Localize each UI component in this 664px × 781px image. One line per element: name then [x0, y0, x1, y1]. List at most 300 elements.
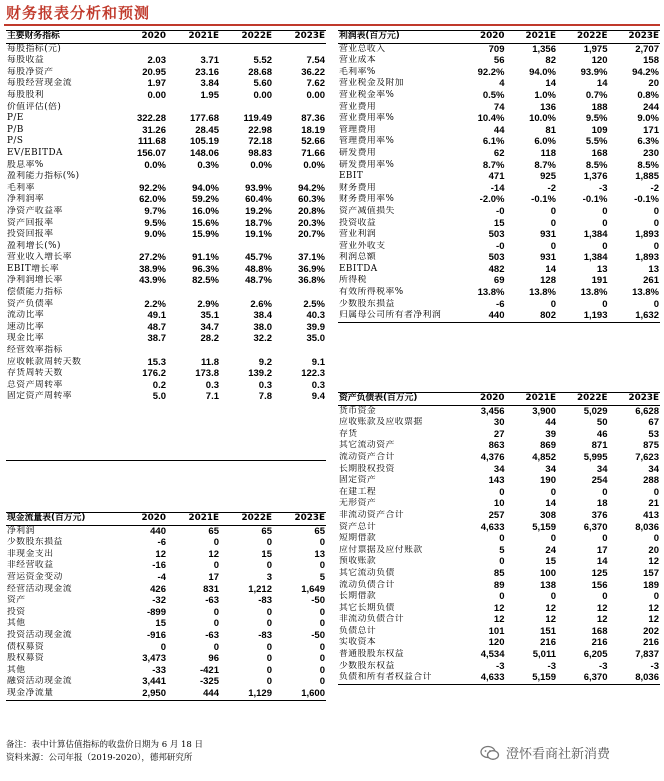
row-label: 营业税金及附加: [339, 78, 405, 89]
table-row: [6, 299, 326, 311]
cell-value: 12: [493, 602, 505, 614]
cell-value: 871: [591, 440, 608, 452]
cell-value: [167, 426, 220, 438]
cell-value: 0: [550, 298, 556, 310]
cell-value: [114, 403, 167, 415]
cell-value: [220, 415, 273, 427]
cell-value: 0: [213, 641, 219, 653]
cell-value: 6.3%: [637, 136, 659, 148]
row-label: 流动资产合计: [339, 451, 395, 462]
cell-value: 36.9%: [298, 263, 325, 275]
cell-value: 10.0%: [529, 113, 556, 125]
table-row: [6, 676, 326, 688]
cell-value: 8.5%: [585, 159, 608, 171]
cell-value: 0: [266, 641, 272, 653]
cell-value: 19.2%: [245, 205, 272, 217]
cell-value: 2.5%: [303, 298, 325, 310]
cell-value: 0: [266, 664, 272, 676]
cell-value: -4: [157, 571, 166, 583]
table-row: [338, 556, 660, 568]
cell-value: 171: [643, 124, 659, 136]
cell-value: 52.66: [301, 136, 325, 148]
cell-value: 39: [545, 428, 556, 440]
cell-value: -2: [650, 182, 659, 194]
cell-value: 56: [493, 55, 505, 67]
cell-value: 14: [596, 78, 608, 90]
table-row: [6, 595, 326, 607]
main-indicators-table: [6, 30, 326, 461]
cell-value: 925: [540, 171, 556, 183]
row-label: 毛利率: [7, 182, 35, 193]
cell-value: 0: [602, 298, 608, 310]
cell-value: 931: [540, 229, 556, 241]
cell-value: 93.9%: [580, 66, 608, 78]
cell-value: 244: [643, 101, 659, 113]
cell-value: 5,159: [532, 521, 556, 533]
cell-value: 191: [591, 275, 608, 287]
row-label: 营业外收支: [339, 240, 386, 251]
cell-value: 65: [314, 525, 325, 537]
cell-value: -63: [205, 629, 219, 641]
cell-value: 96.3%: [192, 263, 219, 275]
cell-value: 7.62: [306, 78, 325, 90]
table-row: [6, 113, 326, 125]
row-label: EBIT增长率: [7, 263, 60, 274]
cell-value: -0: [496, 240, 505, 252]
cell-value: 1.0%: [534, 89, 556, 101]
cell-value: [220, 43, 273, 55]
row-label: 毛利率%: [339, 66, 376, 77]
cell-value: 10.4%: [477, 113, 505, 125]
cell-value: 111.68: [137, 136, 166, 148]
source-note: 资料来源：公司年报（2019-2020），德邦研究所: [6, 753, 193, 763]
cell-value: 261: [643, 275, 659, 287]
cell-value: 9.5%: [144, 217, 166, 229]
table-row: [338, 183, 660, 195]
cell-value: 21: [648, 498, 659, 510]
table-row: [338, 661, 660, 673]
cell-value: 20.7%: [298, 229, 325, 241]
table-row: [6, 229, 326, 241]
row-label: EV/EBITDA: [7, 147, 63, 158]
row-label: 负债和所有者权益合计: [338, 672, 454, 684]
cell-value: -3: [599, 660, 608, 672]
cell-value: 0: [550, 591, 556, 603]
cell-value: 156: [591, 579, 608, 591]
cell-value: 27.2%: [139, 252, 166, 264]
table-row: [6, 688, 326, 700]
row-label: 股息率%: [7, 159, 44, 170]
column-header: 2020: [114, 513, 167, 526]
row-label: 股权募资: [7, 653, 45, 664]
row-label: 营业成本: [339, 55, 377, 66]
cell-value: [273, 241, 326, 253]
cell-value: -3: [599, 182, 608, 194]
cell-value: 4,633: [480, 521, 505, 533]
table-row: [6, 630, 326, 642]
row-label: 预收账款: [339, 556, 377, 567]
cell-value: 74: [493, 101, 505, 113]
row-label: 所得税: [339, 275, 367, 286]
cell-value: 44: [493, 124, 505, 136]
table-row: [338, 148, 660, 160]
cash-flow-table: [6, 512, 326, 701]
cell-value: [167, 345, 220, 357]
cell-value: 6,370: [557, 672, 609, 684]
cell-value: [273, 426, 326, 438]
cell-value: [220, 438, 273, 450]
cell-value: 0: [653, 533, 659, 545]
table-row: [338, 218, 660, 230]
cell-value: 2.9%: [197, 298, 219, 310]
table-header-row: [6, 31, 326, 44]
cell-value: -2: [547, 182, 556, 194]
row-label: [6, 449, 114, 461]
cell-value: [220, 426, 273, 438]
cell-value: 100: [540, 567, 556, 579]
cell-value: 1,384: [583, 252, 608, 264]
cell-value: 176.2: [142, 368, 166, 380]
cell-value: 62: [493, 147, 505, 159]
cell-value: 82: [545, 55, 556, 67]
cell-value: 151: [540, 625, 556, 637]
row-label: 现金比率: [7, 333, 45, 344]
cell-value: 143: [488, 475, 505, 487]
table-row: [338, 102, 660, 114]
cell-value: 39.9: [306, 321, 325, 333]
cell-value: 2,707: [635, 43, 659, 55]
row-label: 营业收入增长率: [7, 252, 73, 263]
cell-value: 471: [488, 171, 505, 183]
cell-value: 12: [648, 556, 659, 568]
cell-value: 0: [160, 641, 166, 653]
row-label: 财务费用率%: [339, 194, 395, 205]
cell-value: 4,852: [532, 451, 556, 463]
table-row: [338, 475, 660, 487]
cell-value: 0: [213, 560, 219, 572]
cell-value: -16: [152, 560, 166, 572]
cell-value: 12: [155, 548, 166, 560]
table-row: [338, 194, 660, 206]
cell-value: 0: [319, 664, 325, 676]
cell-value: 2,950: [114, 688, 167, 700]
cell-value: 45.7%: [245, 252, 272, 264]
column-header: 2022E: [557, 31, 609, 44]
table-row: [338, 43, 660, 55]
cell-value: 62.0%: [139, 194, 166, 206]
cell-value: 14: [545, 498, 556, 510]
row-label: 现金净流量: [6, 688, 114, 700]
cell-value: 9.2: [258, 356, 272, 368]
cell-value: 0: [319, 653, 325, 665]
cell-value: 3.71: [200, 55, 219, 67]
cell-value: [273, 345, 326, 357]
table-row: [338, 487, 660, 499]
row-label: 非经营收益: [7, 560, 54, 571]
cell-value: [114, 415, 167, 427]
cell-value: 0: [653, 486, 659, 498]
cell-value: [167, 449, 220, 461]
cell-value: 0.3: [311, 379, 325, 391]
cell-value: 9.0%: [637, 113, 659, 125]
cell-value: 34: [493, 463, 505, 475]
cell-value: 94.0%: [192, 182, 219, 194]
table-row: [6, 415, 326, 427]
cell-value: [220, 241, 273, 253]
table-row: [338, 287, 660, 299]
cell-value: 863: [488, 440, 505, 452]
cell-value: 17: [596, 544, 608, 556]
row-label: 资产总计: [339, 521, 377, 532]
row-label: 长期股权投资: [339, 463, 395, 474]
row-label: 偿债能力指标: [7, 287, 63, 298]
cell-value: 12: [596, 614, 608, 626]
table-row: [6, 183, 326, 195]
cell-value: 94.2%: [298, 182, 325, 194]
table-row: [338, 229, 660, 241]
cell-value: 28.2: [200, 333, 219, 345]
cell-value: 13: [596, 263, 608, 275]
row-label: 营业费用: [339, 101, 377, 112]
cell-value: 5.0: [152, 391, 166, 403]
cell-value: 0.3: [205, 379, 219, 391]
cell-value: 0: [499, 591, 505, 603]
cell-value: 34: [596, 463, 608, 475]
table-row: [338, 568, 660, 580]
cell-value: 4: [499, 78, 505, 90]
row-label: 净利润: [7, 525, 35, 536]
table-row: [338, 429, 660, 441]
table-row: [338, 580, 660, 592]
cell-value: 27: [493, 428, 505, 440]
table-row: [6, 584, 326, 596]
row-label: 营业利润: [339, 229, 377, 240]
cell-value: 67: [648, 417, 659, 429]
cell-value: 120: [488, 637, 505, 649]
cell-value: 0: [266, 537, 272, 549]
cell-value: 3: [266, 571, 272, 583]
cell-value: 230: [643, 147, 659, 159]
table-row: [338, 78, 660, 90]
cell-value: 98.83: [248, 147, 272, 159]
row-label: 应付票据及应付账款: [339, 544, 423, 555]
cell-value: 13: [314, 548, 325, 560]
cell-value: 30: [493, 417, 505, 429]
cell-value: 5,029: [583, 405, 608, 417]
cell-value: -50: [311, 595, 325, 607]
row-label: 存货: [339, 428, 358, 439]
cell-value: 0: [602, 533, 608, 545]
row-label: P/S: [7, 136, 24, 147]
cell-value: 5,995: [583, 451, 608, 463]
cell-value: 9.0%: [144, 229, 166, 241]
cell-value: [114, 438, 167, 450]
table-row: [6, 449, 326, 461]
cell-value: [167, 415, 220, 427]
cell-value: 0.0%: [144, 159, 166, 171]
cell-value: 15: [493, 217, 505, 229]
cell-value: -916: [146, 629, 166, 641]
cell-value: 118: [540, 147, 556, 159]
cell-value: 0: [319, 641, 325, 653]
cell-value: 60.4%: [245, 194, 272, 206]
row-label: 在建工程: [339, 486, 377, 497]
table-header-row: [338, 31, 660, 44]
cell-value: 709: [488, 43, 505, 55]
cell-value: 7.1: [205, 391, 219, 403]
cell-value: 216: [643, 637, 659, 649]
cell-value: 13.8%: [632, 287, 659, 299]
table-row: [338, 614, 660, 626]
cell-value: 1,632: [609, 310, 661, 322]
table-row: [6, 537, 326, 549]
table-row: [338, 264, 660, 276]
cell-value: -0.1%: [634, 194, 659, 206]
row-label: 普通股股东权益: [339, 649, 405, 660]
cell-value: 5: [319, 571, 325, 583]
cell-value: 0: [319, 560, 325, 572]
table-row: [338, 649, 660, 661]
cell-value: 0: [213, 618, 219, 630]
row-label: 无形资产: [339, 498, 377, 509]
row-label: 盈利增长(%): [7, 240, 61, 251]
cell-value: 0: [550, 205, 556, 217]
cell-value: 38.7: [147, 333, 166, 345]
title-divider: [4, 24, 660, 26]
table-row: [6, 241, 326, 253]
cell-value: [273, 438, 326, 450]
cell-value: 5,159: [506, 672, 558, 684]
row-label: 每股收益: [7, 55, 45, 66]
cell-value: 482: [488, 263, 505, 275]
column-header: 2023E: [273, 513, 326, 526]
cell-value: 43.9%: [139, 275, 166, 287]
cell-value: 0: [602, 205, 608, 217]
row-label: 非现金支出: [7, 548, 54, 559]
cell-value: [220, 102, 273, 114]
cell-value: 931: [540, 252, 556, 264]
row-label: 固定资产周转率: [7, 391, 73, 402]
cell-value: 288: [643, 475, 659, 487]
cell-value: 1,600: [273, 688, 326, 700]
cell-value: 46: [596, 428, 608, 440]
cell-value: 6.0%: [534, 136, 556, 148]
cell-value: -3: [496, 660, 505, 672]
table-row: [6, 90, 326, 102]
cell-value: 0: [213, 606, 219, 618]
cell-value: 13.8%: [477, 287, 505, 299]
table-row: [6, 252, 326, 264]
table-row: [338, 125, 660, 137]
table-row: [6, 403, 326, 415]
cell-value: -63: [205, 595, 219, 607]
watermark-text: 澄怀看商社新消费: [506, 747, 611, 762]
row-label: 净利润率: [7, 194, 45, 205]
row-label: 每股经营现金流: [7, 78, 73, 89]
row-label: 有效所得税率%: [339, 287, 404, 298]
row-label: 经营效率指标: [7, 345, 63, 356]
table-row: [6, 78, 326, 90]
cell-value: 32.2: [253, 333, 272, 345]
cell-value: 157: [643, 567, 659, 579]
cell-value: 0: [213, 537, 219, 549]
cell-value: 18.7%: [245, 217, 272, 229]
cell-value: 0.0%: [303, 159, 325, 171]
cell-value: 82.5%: [192, 275, 219, 287]
cell-value: 59.2%: [192, 194, 219, 206]
column-header: 2023E: [273, 31, 326, 44]
cell-value: 15: [545, 556, 556, 568]
cell-value: 12: [545, 602, 556, 614]
row-label: 速动比率: [7, 321, 45, 332]
table-row: [338, 275, 660, 287]
cell-value: 28.45: [195, 124, 219, 136]
cell-value: 869: [540, 440, 556, 452]
cell-value: 148.06: [189, 147, 219, 159]
table-row: [6, 525, 326, 537]
cell-value: 1,356: [532, 43, 556, 55]
column-header: 2020: [454, 31, 506, 44]
cell-value: [114, 171, 167, 183]
watermark: [480, 743, 610, 762]
cell-value: 49.1: [147, 310, 166, 322]
cell-value: -83: [258, 629, 272, 641]
table-row: [338, 252, 660, 264]
cell-value: 36.22: [301, 66, 325, 78]
table-row: [6, 264, 326, 276]
row-label: 其他: [7, 618, 26, 629]
cell-value: 4,376: [480, 451, 505, 463]
cell-value: 3,456: [480, 405, 505, 417]
cell-value: [273, 287, 326, 299]
row-label: P/B: [7, 124, 24, 135]
cell-value: 35.1: [200, 310, 219, 322]
cell-value: 14: [596, 556, 608, 568]
cell-value: [220, 403, 273, 415]
table-row: [6, 357, 326, 369]
cell-value: [114, 426, 167, 438]
page-title: 财务报表分析和预测: [6, 4, 151, 22]
cell-value: [220, 449, 273, 461]
cell-value: 0: [499, 486, 505, 498]
table-row: [338, 452, 660, 464]
cell-value: 0: [266, 560, 272, 572]
table-row: [338, 603, 660, 615]
cell-value: [167, 43, 220, 55]
column-header: 2022E: [557, 393, 609, 406]
table-row: [338, 498, 660, 510]
cell-value: 5.60: [253, 78, 272, 90]
balance-sheet-table: [338, 392, 660, 685]
cell-value: 1,193: [557, 310, 609, 322]
row-label: 营业总收入: [339, 43, 386, 54]
row-label: 应收账款及应收票据: [339, 417, 423, 428]
cell-value: [273, 43, 326, 55]
table-row: [338, 545, 660, 557]
cell-value: 0.00: [253, 89, 272, 101]
row-label: 营业税金率%: [339, 89, 395, 100]
table-row: [338, 310, 660, 322]
cell-value: -2.0%: [479, 194, 505, 206]
cell-value: 0.5%: [482, 89, 505, 101]
table-row: [6, 549, 326, 561]
cell-value: 105.19: [189, 136, 219, 148]
cell-value: 440: [150, 525, 166, 537]
row-label: 存货周转天数: [7, 368, 63, 379]
table-row: [338, 464, 660, 476]
cell-value: 15.9%: [192, 229, 219, 241]
column-header: 2021E: [167, 513, 220, 526]
